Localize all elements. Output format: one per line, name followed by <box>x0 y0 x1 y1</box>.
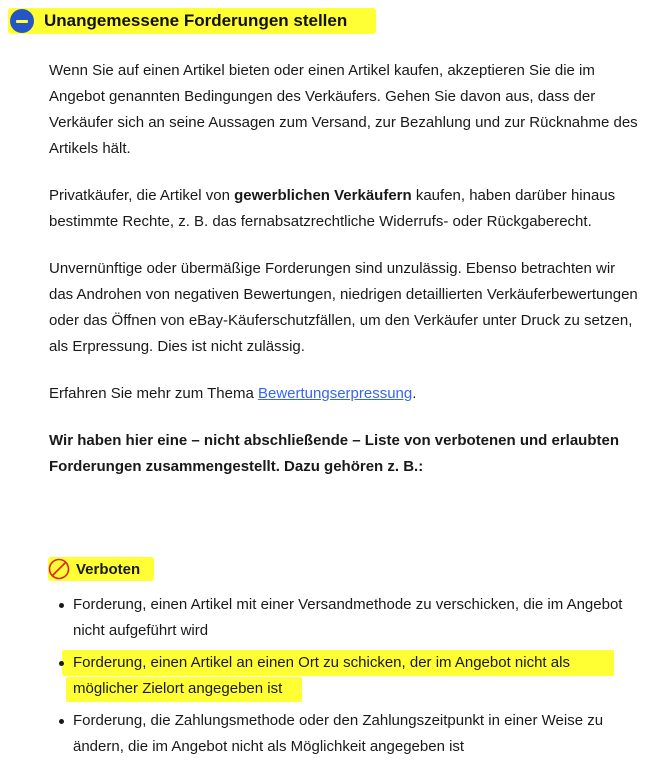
paragraph-learn-more: Erfahren Sie mehr zum Thema Bewertungserpressung. <box>49 385 417 402</box>
bullet-icon <box>59 661 64 666</box>
forbidden-heading <box>48 555 140 583</box>
bullet-icon <box>59 719 64 724</box>
paragraph-intro: Wenn Sie auf einen Artikel bieten oder einen Artikel kaufen, akzeptieren Sie die im Angebot genannten Bedingungen des Verkäufers. Gehen Sie davon aus, dass der Verkäufer sich an seine Aussagen zum Versand, zur Bezahlung und zur Rücknahme des Artikels hält. <box>49 62 638 157</box>
paragraph-unreasonable: Unvernünftige oder übermäßige Forderungen sind unzulässig. Ebenso betrachten wir das Androhen von negativen Bewertungen, niedrigen detaillierten Verkäuferbewertungen oder das Öffnen von eBay-Käuferschutzfällen, um den Verkäufer unter Druck zu setzen, als Erpressung. Dies ist nicht zulässig. <box>49 260 638 355</box>
paragraph-private-buyers: Privatkäufer, die Artikel von gewerblichen Verkäufern kaufen, haben darüber hinaus bestimmte Rechte, z. B. das fernabsatzrechtliche Widerrufs- oder Rückgaberecht. <box>49 187 616 230</box>
collapse-minus-icon[interactable] <box>10 9 34 33</box>
prohibited-icon <box>48 558 70 580</box>
paragraph-list-intro: Wir haben hier eine – nicht abschließende – Liste von verbotenen und erlaubten Forderungen zusammengestellt. Dazu gehören z. B.: <box>49 432 619 475</box>
forbidden-list <box>56 592 626 766</box>
bold-commercial-sellers: gewerblichen Verkäufern <box>234 187 412 204</box>
bullet-icon <box>59 603 64 608</box>
list-item: Forderung, einen Artikel mit einer Versandmethode zu verschicken, die im Angebot nicht aufgeführt wird <box>56 592 626 644</box>
list-item: Forderung, einen Artikel an einen Ort zu schicken, der im Angebot nicht als möglicher Zielort angegeben ist <box>56 650 626 702</box>
section-title: Unangemessene Forderungen stellen <box>44 11 348 30</box>
forbidden-label: Verboten <box>76 560 141 578</box>
list-item: Forderung, die Zahlungsmethode oder den Zahlungszeitpunkt in einer Weise zu ändern, die im Angebot nicht als Möglichkeit angegeben ist <box>56 708 626 760</box>
feedback-extortion-link[interactable]: Bewertungserpressung <box>257 385 413 402</box>
section-header[interactable] <box>8 8 347 34</box>
article-body <box>49 58 639 501</box>
